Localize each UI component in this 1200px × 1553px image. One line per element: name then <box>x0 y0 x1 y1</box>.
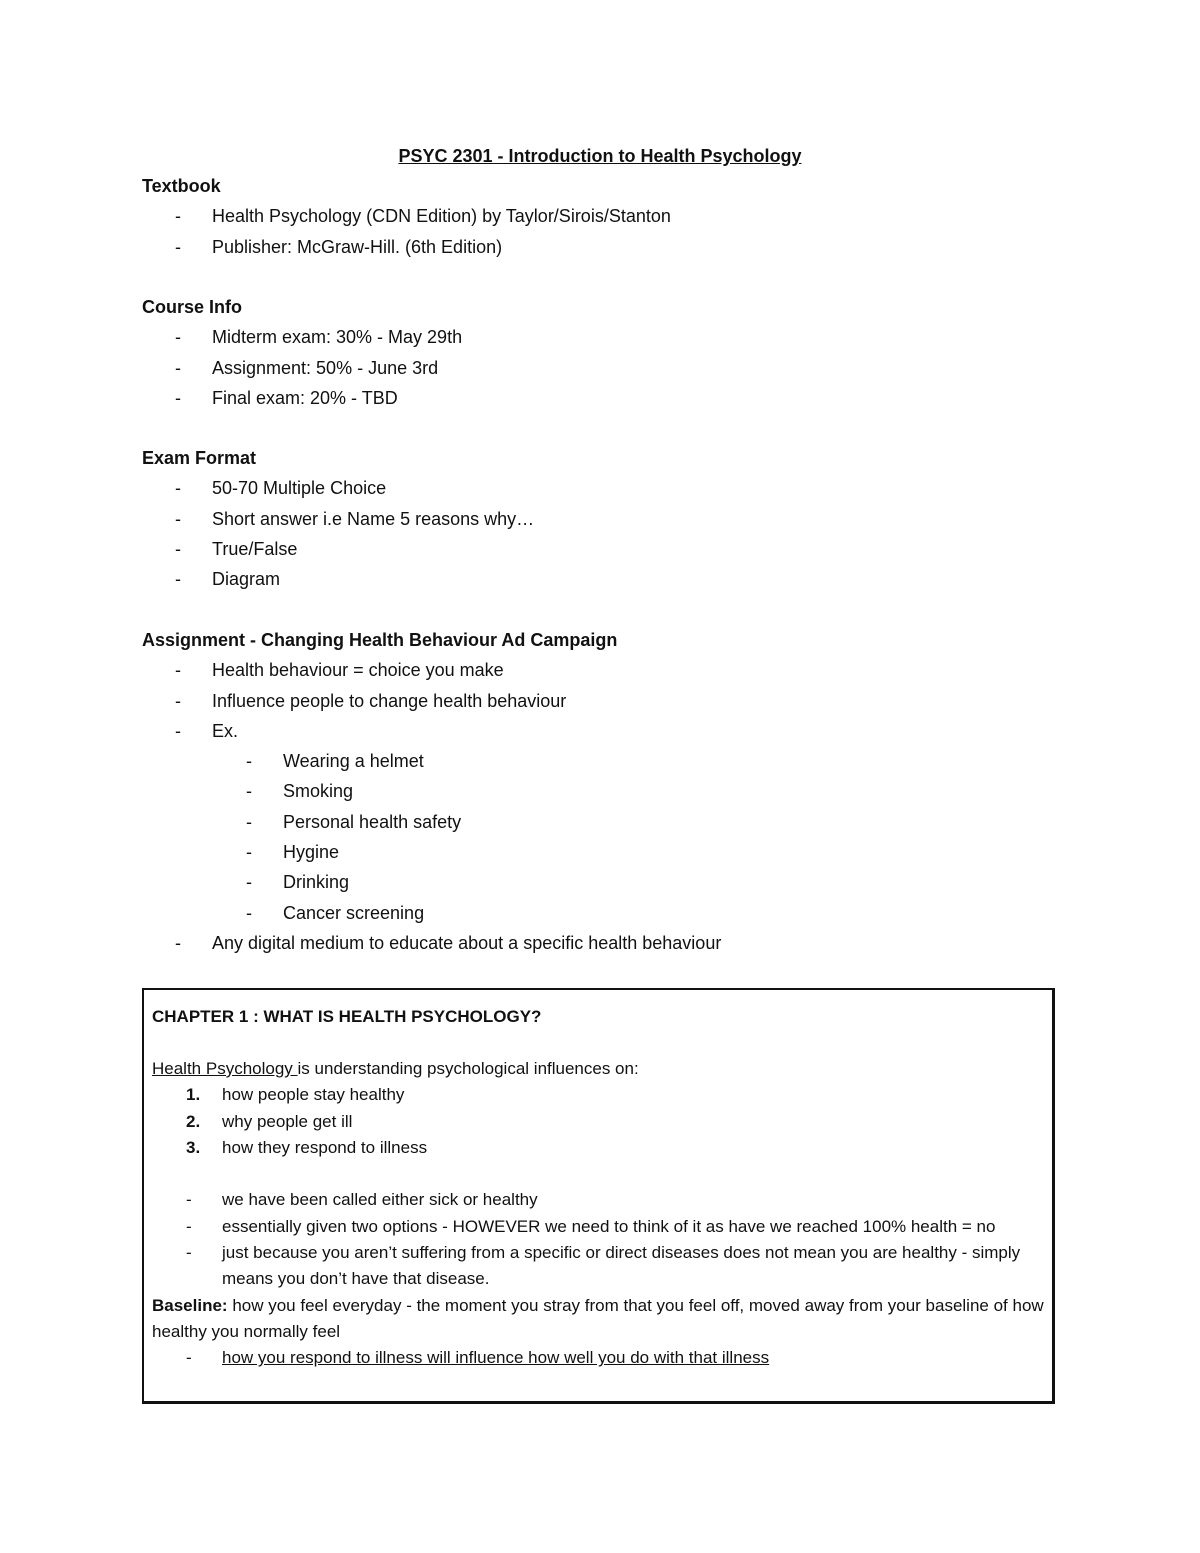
list-item: - Health Psychology (CDN Edition) by Taylor/Sirois/Stanton <box>142 201 1102 231</box>
item-number: 2. <box>186 1111 201 1131</box>
dash-bullet: - <box>246 872 252 893</box>
chapter-box <box>142 988 1055 1404</box>
list-item: - Short answer i.e Name 5 reasons why… <box>142 504 1102 534</box>
dash-bullet: - <box>246 751 252 772</box>
list-item: 2. why people get ill <box>152 1109 1044 1135</box>
dash-bullet: - <box>175 387 181 408</box>
exam-format-section <box>142 443 1102 594</box>
dash-bullet: - <box>175 720 181 741</box>
list-item: - we have been called either sick or healthy <box>152 1187 1044 1213</box>
course-info-list <box>142 322 1102 413</box>
dash-bullet: - <box>175 932 181 953</box>
list-item: - Cancer screening <box>142 898 1102 928</box>
assignment-heading: Assignment - Changing Health Behaviour Ad Campaign <box>142 630 618 650</box>
dash-bullet: - <box>175 357 181 378</box>
dash-bullet: - <box>175 508 181 529</box>
course-info-section <box>142 292 1102 413</box>
list-item: - Personal health safety <box>142 807 1102 837</box>
dash-bullet: - <box>246 842 252 863</box>
list-item: - just because you aren’t suffering from a specific or direct diseases does not mean you are healthy - simply means you don’t have that disease. <box>152 1240 1044 1293</box>
dash-bullet: - <box>175 327 181 348</box>
list-item: - Diagram <box>142 564 1102 594</box>
definition-text: is understanding psychological influences on: <box>297 1059 639 1078</box>
exam-format-list <box>142 473 1102 594</box>
dash-bullet: - <box>175 236 181 257</box>
dash-bullet: - <box>246 781 252 802</box>
list-item: - Final exam: 20% - TBD <box>142 383 1102 413</box>
final-point-text: how you respond to illness will influence how well you do with that illness <box>222 1348 770 1368</box>
list-item: - Drinking <box>142 867 1102 897</box>
textbook-heading: Textbook <box>142 176 221 196</box>
dash-bullet: - <box>175 690 181 711</box>
list-item: - Ex. <box>142 716 1102 746</box>
numbered-list <box>152 1082 1044 1161</box>
page-title: PSYC 2301 - Introduction to Health Psychology <box>398 146 802 166</box>
list-item: - Publisher: McGraw-Hill. (6th Edition) <box>142 232 1102 262</box>
baseline-text: how you feel everyday - the moment you stray from that you feel off, moved away from your baseline of how healthy you normally feel <box>152 1295 1044 1341</box>
textbook-section <box>142 171 1102 262</box>
list-item: - True/False <box>142 534 1102 564</box>
baseline-paragraph <box>152 1293 1044 1346</box>
dash-bullet: - <box>186 1190 192 1210</box>
list-item: - 50-70 Multiple Choice <box>142 473 1102 503</box>
assignment-list-end <box>142 928 1102 958</box>
list-item: - Assignment: 50% - June 3rd <box>142 353 1102 383</box>
dash-bullet: - <box>186 1243 192 1263</box>
chapter-title: CHAPTER 1 : WHAT IS HEALTH PSYCHOLOGY? <box>152 1007 542 1026</box>
list-item: - Smoking <box>142 776 1102 806</box>
textbook-list <box>142 201 1102 262</box>
list-item: - essentially given two options - HOWEVER we need to think of it as have we reached 100% health = no <box>152 1214 1044 1240</box>
list-item: - Wearing a helmet <box>142 746 1102 776</box>
definition-line <box>152 1056 1044 1082</box>
course-info-heading: Course Info <box>142 297 243 317</box>
assignment-section <box>142 625 1102 958</box>
definition-term: Health Psychology <box>152 1059 298 1078</box>
exam-format-heading: Exam Format <box>142 448 257 468</box>
list-item <box>152 1345 1044 1371</box>
list-item: 3. how they respond to illness <box>152 1135 1044 1161</box>
dash-bullet: - <box>175 478 181 499</box>
list-item: - Influence people to change health behaviour <box>142 686 1102 716</box>
dash-bullet: - <box>175 660 181 681</box>
dash-bullet: - <box>175 538 181 559</box>
dash-bullet: - <box>175 569 181 590</box>
chapter-points-list <box>152 1187 1044 1292</box>
assignment-list <box>142 655 1102 746</box>
dash-bullet: - <box>175 206 181 227</box>
list-item: - Hygine <box>142 837 1102 867</box>
baseline-label: Baseline: <box>152 1295 228 1315</box>
dash-bullet: - <box>246 811 252 832</box>
list-item: - Any digital medium to educate about a specific health behaviour <box>142 928 1102 958</box>
list-item: 1. how people stay healthy <box>152 1082 1044 1108</box>
dash-bullet: - <box>246 902 252 923</box>
list-item: - Health behaviour = choice you make <box>142 655 1102 685</box>
item-number: 3. <box>186 1137 201 1157</box>
spacer <box>152 1161 1044 1187</box>
assignment-examples-list <box>142 746 1102 928</box>
dash-bullet: - <box>186 1216 192 1236</box>
list-item: - Midterm exam: 30% - May 29th <box>142 322 1102 352</box>
final-point-list <box>152 1345 1044 1371</box>
item-number: 1. <box>186 1085 201 1105</box>
dash-bullet: - <box>186 1348 192 1368</box>
